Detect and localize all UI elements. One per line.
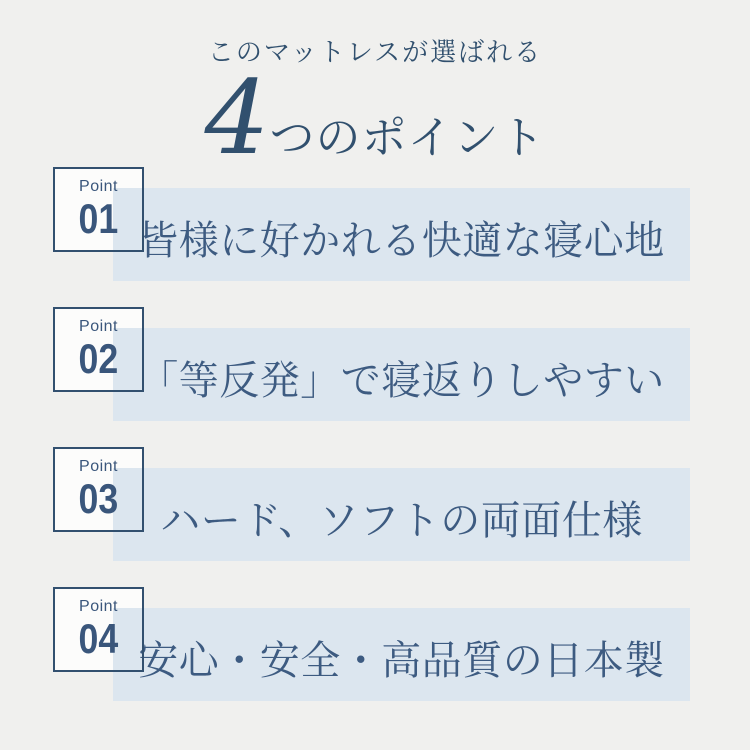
point-banner [113,328,690,421]
header-subtitle: このマットレスが選ばれる [207,38,543,68]
point-banner [113,188,690,281]
point-number: 02 [78,335,119,382]
point-number-box [53,587,144,672]
point-text: 安心・安全・高品質の日本製 [138,637,665,684]
point-number: 03 [78,475,119,522]
header-title-number: 4 [204,58,270,178]
point-banner [113,468,690,561]
point-text: ハード、ソフトの両面仕様 [160,497,643,544]
point-number-box [53,307,144,392]
point-row-1 [0,167,750,307]
point-row-4 [0,587,750,727]
point-number-box [53,447,144,532]
point-text: 「等反発」で寝返りしやすい [138,357,665,404]
point-number-box [53,167,144,252]
point-number: 01 [78,195,119,242]
point-banner [113,608,690,701]
header-title-text: つのポイント [269,110,546,164]
header [0,0,750,178]
point-label: Point [79,598,118,615]
point-label: Point [79,178,118,195]
point-row-2 [0,307,750,447]
header-title [0,58,750,178]
point-text: 皆様に好かれる快適な寝心地 [138,217,665,264]
point-label: Point [79,318,118,335]
point-number: 04 [78,615,119,662]
point-row-3 [0,447,750,587]
point-label: Point [79,458,118,475]
